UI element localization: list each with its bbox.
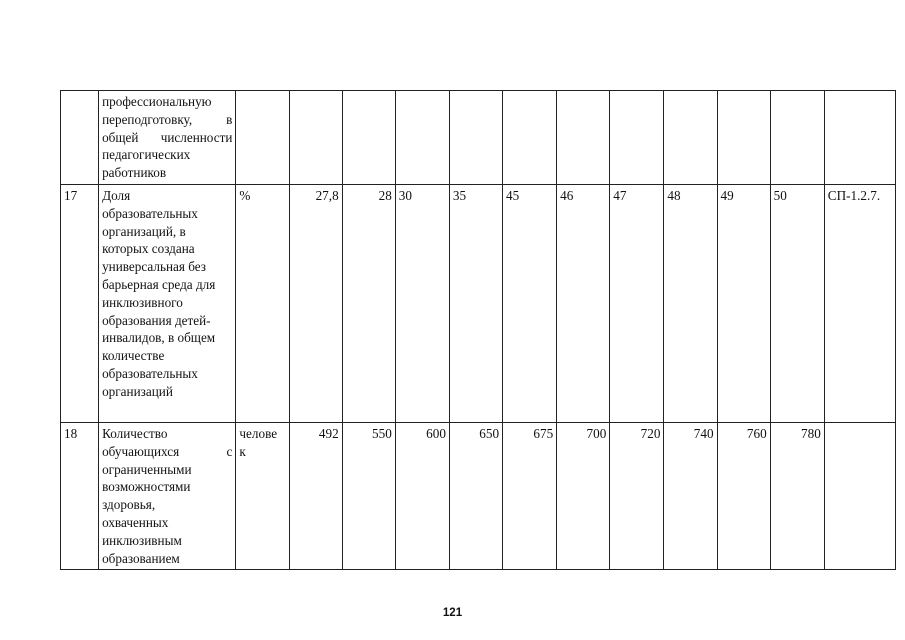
desc-line: педагогических bbox=[102, 147, 191, 163]
desc-line: общей численности bbox=[102, 129, 233, 145]
value-cell: 35 bbox=[449, 184, 502, 422]
desc-word: обучающихся bbox=[102, 443, 180, 459]
value-cell bbox=[395, 91, 449, 185]
row-number-cell: 18 bbox=[61, 422, 99, 569]
value-cell bbox=[289, 91, 342, 185]
value-cell: 650 bbox=[449, 422, 502, 569]
desc-word: переподготовку, bbox=[102, 111, 193, 127]
value-cell: 492 bbox=[289, 422, 342, 569]
value-cell: 740 bbox=[664, 422, 717, 569]
desc-line: которых создана bbox=[102, 241, 195, 257]
desc-line: количестве bbox=[102, 348, 165, 364]
value-cell: 30 bbox=[395, 184, 449, 422]
table-row bbox=[61, 91, 896, 185]
value-cell: 780 bbox=[770, 422, 824, 569]
unit-line: к bbox=[239, 443, 246, 459]
desc-line: универсальная без bbox=[102, 259, 206, 275]
desc-line: возможностями bbox=[102, 479, 191, 495]
value-cell: 49 bbox=[717, 184, 770, 422]
unit-cell bbox=[236, 91, 289, 185]
value-cell: 46 bbox=[557, 184, 610, 422]
value-cell bbox=[557, 91, 610, 185]
desc-line: образования детей- bbox=[102, 312, 211, 328]
row-number-cell: 17 bbox=[61, 184, 99, 422]
desc-line: инклюзивным bbox=[102, 532, 182, 548]
value-cell: 45 bbox=[503, 184, 557, 422]
value-cell: 48 bbox=[664, 184, 717, 422]
row-number-cell bbox=[61, 91, 99, 185]
indicator-description-cell bbox=[99, 91, 236, 185]
unit-line: челове bbox=[239, 425, 278, 441]
desc-line: Количество bbox=[102, 425, 168, 441]
desc-line: работников bbox=[102, 165, 167, 181]
desc-line: профессиональную bbox=[102, 94, 212, 109]
desc-line: организаций bbox=[102, 383, 173, 399]
desc-line: Доля bbox=[102, 187, 131, 203]
source-cell bbox=[824, 91, 895, 185]
page-number: 121 bbox=[442, 607, 463, 619]
value-cell bbox=[610, 91, 664, 185]
value-cell: 720 bbox=[610, 422, 664, 569]
desc-line: образовательных bbox=[102, 365, 198, 381]
indicator-description-cell bbox=[99, 422, 236, 569]
desc-line: инвалидов, в общем bbox=[102, 330, 216, 346]
value-cell: 550 bbox=[342, 422, 395, 569]
desc-line: образовательных bbox=[102, 205, 198, 221]
value-cell: 675 bbox=[503, 422, 557, 569]
desc-line: здоровья, bbox=[102, 497, 156, 513]
value-cell bbox=[770, 91, 824, 185]
desc-line: ограниченными bbox=[102, 461, 192, 477]
value-cell: 27,8 bbox=[289, 184, 342, 422]
value-cell: 760 bbox=[717, 422, 770, 569]
value-cell bbox=[449, 91, 502, 185]
value-cell bbox=[342, 91, 395, 185]
table-row bbox=[61, 422, 896, 569]
value-cell: 28 bbox=[342, 184, 395, 422]
value-cell bbox=[503, 91, 557, 185]
desc-line: охваченных bbox=[102, 514, 169, 530]
unit-cell: % bbox=[236, 184, 289, 422]
value-cell: 50 bbox=[770, 184, 824, 422]
value-cell: 700 bbox=[557, 422, 610, 569]
desc-word: с bbox=[226, 443, 233, 459]
desc-line: барьерная среда для bbox=[102, 276, 216, 292]
desc-line: организаций, в bbox=[102, 223, 186, 239]
value-cell: 47 bbox=[610, 184, 664, 422]
desc-line-split bbox=[102, 111, 232, 129]
desc-line: образованием bbox=[102, 550, 180, 566]
source-cell bbox=[824, 422, 895, 569]
value-cell bbox=[717, 91, 770, 185]
desc-word: в bbox=[226, 111, 233, 127]
indicator-description-cell bbox=[99, 184, 236, 422]
desc-line-split bbox=[102, 443, 232, 461]
desc-line: инклюзивного bbox=[102, 294, 183, 310]
source-cell: СП-1.2.7. bbox=[824, 184, 895, 422]
indicators-table bbox=[60, 90, 896, 570]
value-cell bbox=[664, 91, 717, 185]
value-cell: 600 bbox=[395, 422, 449, 569]
table-row bbox=[61, 184, 896, 422]
unit-cell bbox=[236, 422, 289, 569]
